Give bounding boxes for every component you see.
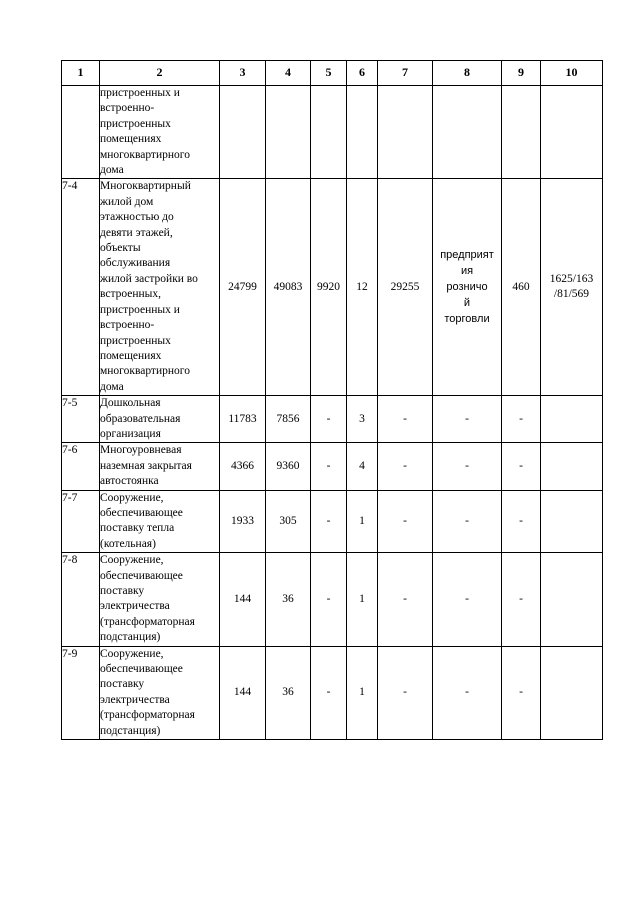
cell-col5: - bbox=[311, 396, 347, 443]
row-number: 7-5 bbox=[62, 396, 100, 443]
cell-col9: - bbox=[502, 553, 541, 646]
cell-col3: 4366 bbox=[220, 443, 266, 490]
cell-col5: 9920 bbox=[311, 179, 347, 396]
cell-col9: 460 bbox=[502, 179, 541, 396]
cell-col5: - bbox=[311, 553, 347, 646]
cell-col8 bbox=[433, 86, 502, 179]
object-name: Многоквартирный жилой дом этажностью до девяти этажей, объекты обслуживания жилой застройки во встроенных, пристроенных и встроенно- пристроенных помещениях многоквартирного дома bbox=[100, 179, 220, 396]
cell-col8: - bbox=[433, 396, 502, 443]
cell-col8: - bbox=[433, 443, 502, 490]
cell-col3 bbox=[220, 86, 266, 179]
cell-col5: - bbox=[311, 646, 347, 739]
cell-col10 bbox=[541, 646, 603, 739]
cell-col7: - bbox=[378, 396, 433, 443]
cell-col3: 11783 bbox=[220, 396, 266, 443]
object-name: Дошкольная образовательная организация bbox=[100, 396, 220, 443]
cell-col4: 9360 bbox=[266, 443, 311, 490]
cell-col10: 1625/163 /81/569 bbox=[541, 179, 603, 396]
cell-col6: 1 bbox=[347, 490, 378, 553]
cell-col3: 144 bbox=[220, 646, 266, 739]
header-cell-6: 6 bbox=[347, 61, 378, 86]
cell-col3: 144 bbox=[220, 553, 266, 646]
cell-col8: - bbox=[433, 646, 502, 739]
row-number: 7-7 bbox=[62, 490, 100, 553]
cell-col7: - bbox=[378, 490, 433, 553]
table-row-7-7 bbox=[62, 490, 603, 553]
cell-col6: 1 bbox=[347, 553, 378, 646]
cell-col10 bbox=[541, 86, 603, 179]
cell-col9: - bbox=[502, 646, 541, 739]
header-cell-4: 4 bbox=[266, 61, 311, 86]
cell-col4: 7856 bbox=[266, 396, 311, 443]
row-number bbox=[62, 86, 100, 179]
cell-col8: - bbox=[433, 490, 502, 553]
cell-col7: 29255 bbox=[378, 179, 433, 396]
cell-col8: предприят ия розничо й торговли bbox=[433, 179, 502, 396]
row-number: 7-9 bbox=[62, 646, 100, 739]
header-cell-7: 7 bbox=[378, 61, 433, 86]
cell-col7: - bbox=[378, 553, 433, 646]
cell-col10 bbox=[541, 490, 603, 553]
cell-col4: 49083 bbox=[266, 179, 311, 396]
cell-col6 bbox=[347, 86, 378, 179]
row-number: 7-4 bbox=[62, 179, 100, 396]
cell-col5: - bbox=[311, 443, 347, 490]
cell-col9: - bbox=[502, 490, 541, 553]
cell-col4: 36 bbox=[266, 646, 311, 739]
document-table bbox=[61, 60, 603, 740]
cell-col4 bbox=[266, 86, 311, 179]
cell-col10 bbox=[541, 396, 603, 443]
table-row-7-4 bbox=[62, 179, 603, 396]
table-row-7-5 bbox=[62, 396, 603, 443]
cell-col7: - bbox=[378, 646, 433, 739]
header-cell-2: 2 bbox=[100, 61, 220, 86]
table-row-7-9 bbox=[62, 646, 603, 739]
cell-col5: - bbox=[311, 490, 347, 553]
cell-col10 bbox=[541, 553, 603, 646]
table-row-7-8 bbox=[62, 553, 603, 646]
cell-col7: - bbox=[378, 443, 433, 490]
object-name: Сооружение, обеспечивающее поставку электричества (трансформаторная подстанция) bbox=[100, 553, 220, 646]
cell-col10 bbox=[541, 443, 603, 490]
cell-col5 bbox=[311, 86, 347, 179]
cell-col4: 305 bbox=[266, 490, 311, 553]
cell-col6: 1 bbox=[347, 646, 378, 739]
cell-col9: - bbox=[502, 443, 541, 490]
header-cell-5: 5 bbox=[311, 61, 347, 86]
cell-col3: 24799 bbox=[220, 179, 266, 396]
header-row bbox=[62, 61, 603, 86]
cell-col3: 1933 bbox=[220, 490, 266, 553]
object-name: Многоуровневая наземная закрытая автостоянка bbox=[100, 443, 220, 490]
cell-col6: 3 bbox=[347, 396, 378, 443]
row-number: 7-6 bbox=[62, 443, 100, 490]
object-name: Сооружение, обеспечивающее поставку тепла (котельная) bbox=[100, 490, 220, 553]
row-number: 7-8 bbox=[62, 553, 100, 646]
header-cell-9: 9 bbox=[502, 61, 541, 86]
cell-col6: 12 bbox=[347, 179, 378, 396]
header-cell-1: 1 bbox=[62, 61, 100, 86]
cell-col7 bbox=[378, 86, 433, 179]
cell-col4: 36 bbox=[266, 553, 311, 646]
table-row-7-6 bbox=[62, 443, 603, 490]
cell-col6: 4 bbox=[347, 443, 378, 490]
object-name: пристроенных и встроенно- пристроенных помещениях многоквартирного дома bbox=[100, 86, 220, 179]
table-row-continuation bbox=[62, 86, 603, 179]
header-cell-8: 8 bbox=[433, 61, 502, 86]
cell-col9: - bbox=[502, 396, 541, 443]
header-cell-10: 10 bbox=[541, 61, 603, 86]
object-name: Сооружение, обеспечивающее поставку электричества (трансформаторная подстанция) bbox=[100, 646, 220, 739]
cell-col9 bbox=[502, 86, 541, 179]
header-cell-3: 3 bbox=[220, 61, 266, 86]
cell-col8: - bbox=[433, 553, 502, 646]
